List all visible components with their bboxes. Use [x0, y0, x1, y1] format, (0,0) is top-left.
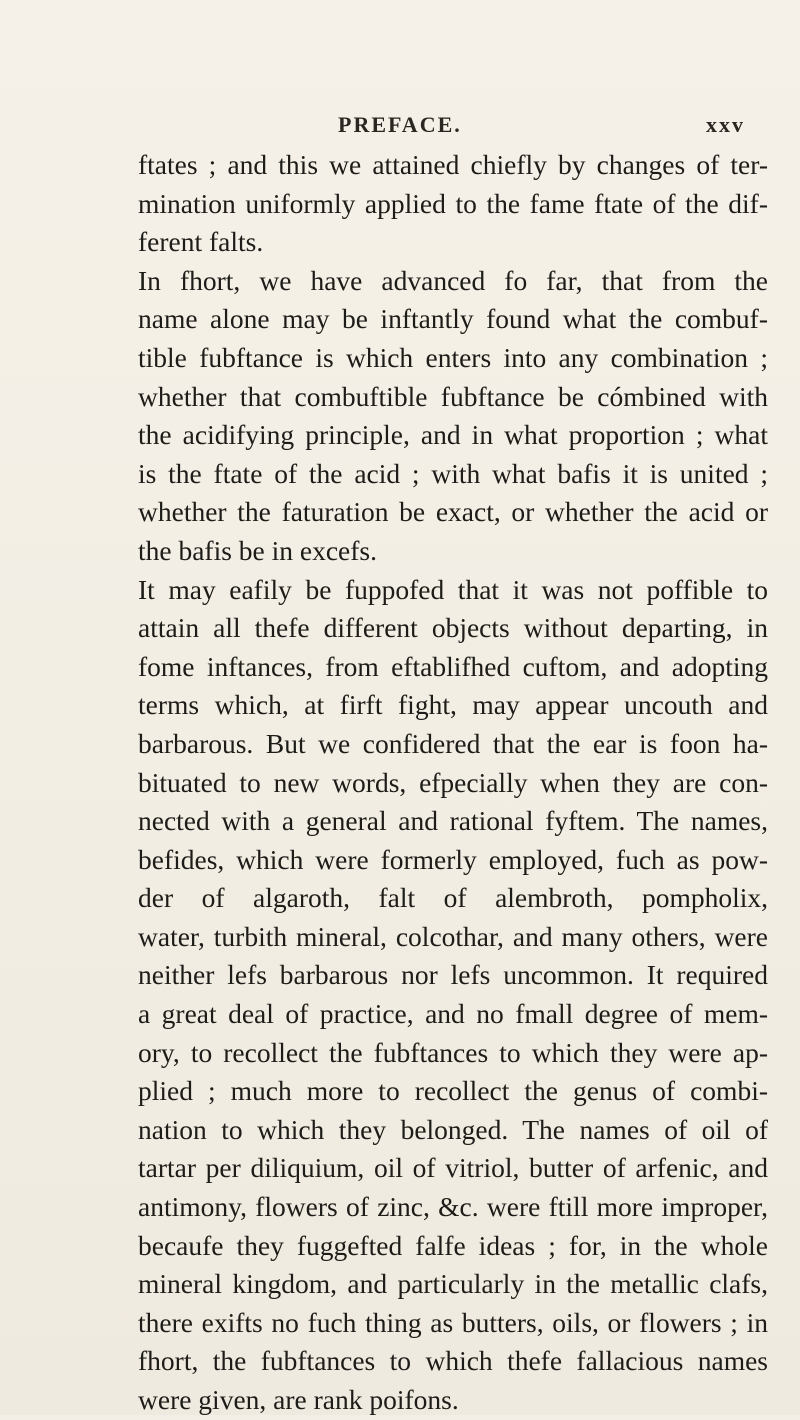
text-line: der of algaroth, falt of alembroth, pompholix, [138, 882, 768, 914]
text-line: In fhort, we have advanced fo far, that from the [138, 264, 768, 296]
text-line: It may eafily be fuppofed that it was not poffible to [138, 573, 768, 605]
running-title: PREFACE. [338, 112, 462, 137]
text-line: nation to which they belonged. The names of oil of [138, 1113, 768, 1145]
text-line: the acidifying principle, and in what proportion ; what [138, 419, 768, 451]
text-line: bituated to new words, efpecially when they are con- [138, 766, 768, 798]
text-line: mineral kingdom, and particularly in the metallic clafs, [138, 1268, 768, 1300]
text-line: plied ; much more to recollect the genus of combi- [138, 1075, 768, 1107]
text-line: the bafis be in excefs. [138, 534, 378, 566]
text-line: tible fubftance is which enters into any combination ; [138, 341, 768, 373]
text-line: befides, which were formerly employed, fuch as pow- [138, 843, 768, 875]
text-line: neither lefs barbarous nor lefs uncommon. It required [138, 959, 768, 991]
text-line: whether that combuftible fubftance be cómbined with [138, 380, 768, 412]
text-line: a great deal of practice, and no fmall degree of mem- [138, 998, 768, 1030]
text-line: ftates ; and this we attained chiefly by changes of ter- [138, 149, 768, 180]
body-text [138, 146, 768, 1420]
text-line: name alone may be inftantly found what the combuf- [138, 303, 768, 335]
text-line: becaufe they fuggefted falfe ideas ; for, in the whole [138, 1229, 768, 1261]
page-header [0, 112, 800, 142]
text-line: there exifts no fuch thing as butters, oils, or flowers ; in [138, 1306, 768, 1338]
text-line: attain all thefe different objects without departing, in [138, 612, 768, 644]
text-line: terms which, at firft fight, may appear uncouth and [138, 689, 768, 721]
text-line: fhort, the fubftances to which thefe fallacious names [138, 1345, 768, 1377]
text-line: mination uniformly applied to the fame ftate of the dif- [138, 187, 768, 219]
text-line: antimony, flowers of zinc, &c. were ftill more improper, [138, 1191, 768, 1223]
text-line: ory, to recollect the fubftances to which they were ap- [138, 1036, 768, 1068]
text-line: tartar per diliquium, oil of vitriol, butter of arfenic, and [138, 1152, 768, 1184]
text-line: fome inftances, from eftablifhed cuftom, and adopting [138, 650, 768, 682]
text-line: nected with a general and rational fyftem. The names, [138, 805, 768, 837]
text-line: is the ftate of the acid ; with what bafis it is united ; [138, 457, 768, 489]
text-line: ferent falts. [138, 226, 264, 258]
text-line: whether the faturation be exact, or whether the acid or [138, 496, 768, 528]
page-number: xxv [706, 112, 745, 137]
text-line: barbarous. But we confidered that the ear is foon ha- [138, 727, 768, 759]
text-line: water, turbith mineral, colcothar, and many others, were [138, 920, 768, 952]
text-line: were given, are rank poifons. [138, 1384, 459, 1415]
